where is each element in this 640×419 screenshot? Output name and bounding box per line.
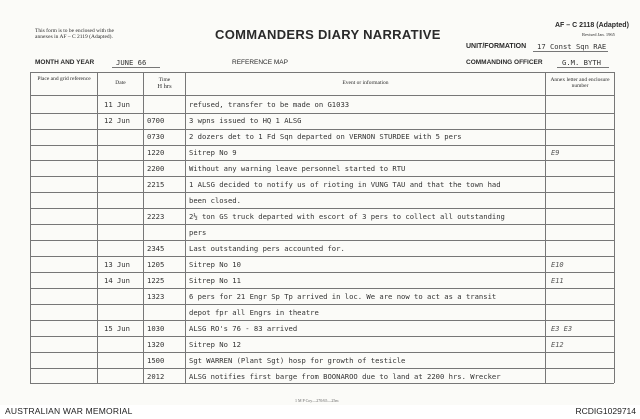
commanding-officer-value: G.M. BYTH (562, 58, 601, 67)
row-time: 1220 (147, 148, 165, 157)
row-time: 2200 (147, 164, 165, 173)
row-time: 1323 (147, 292, 165, 301)
row-event: Without any warning leave personnel started to RTU (189, 164, 406, 173)
month-value: JUNE 66 (116, 58, 147, 67)
commanding-officer-label: COMMANDING OFFICER (466, 59, 543, 66)
row-date: 14 Jun (104, 276, 130, 285)
row-time: 2223 (147, 212, 165, 221)
row-time: 2345 (147, 244, 165, 253)
row-event: 3 wpns issued to HQ 1 ALSG (189, 116, 302, 125)
column-header-annex: Annex letter and enclosure number (550, 77, 610, 89)
month-label: MONTH AND YEAR (35, 59, 95, 66)
revised-date: Revised Jan. 1965 (582, 32, 615, 37)
row-event: Last outstanding pers accounted for. (189, 244, 345, 253)
row-annex: E12 (551, 341, 564, 349)
form-note: This form is to be enclosed with the annexes in AF – C 2119 (Adapted). (35, 28, 114, 40)
column-header-time-sub: H hrs (157, 83, 172, 90)
row-event: 2½ ton GS truck departed with escort of 3 pers to collect all outstanding (189, 212, 505, 221)
printer-note: 1 M P Coy—270/65—25m (295, 398, 339, 403)
row-event: ALSG RO's 76 - 83 arrived (189, 324, 298, 333)
row-date: 12 Jun (104, 116, 130, 125)
column-header-date: Date (115, 80, 126, 86)
row-annex: E10 (551, 261, 564, 269)
row-time: 1030 (147, 324, 165, 333)
column-header-place: Place and grid reference (37, 76, 91, 82)
row-annex: E9 (551, 149, 560, 157)
unit-value: 17 Const Sqn RAE (537, 42, 607, 51)
row-time: 2215 (147, 180, 165, 189)
row-time: 0700 (147, 116, 165, 125)
page-title: COMMANDERS DIARY NARRATIVE (215, 27, 441, 42)
row-time: 1500 (147, 356, 165, 365)
row-time: 1320 (147, 340, 165, 349)
row-time: 1205 (147, 260, 165, 269)
row-date: 11 Jun (104, 100, 130, 109)
row-event: Sitrep No 11 (189, 276, 241, 285)
row-annex: E3 E3 (551, 325, 573, 333)
row-event: ALSG notifies first barge from BOONAROO due to land at 2200 hrs. Wrecker (189, 372, 501, 381)
footer-source: AUSTRALIAN WAR MEMORIAL (5, 406, 133, 416)
row-event: been closed. (189, 196, 241, 205)
row-annex: E11 (551, 277, 564, 285)
column-header-event: Event or information (342, 80, 389, 86)
row-event: Sitrep No 10 (189, 260, 241, 269)
row-time: 0730 (147, 132, 165, 141)
unit-label: UNIT/FORMATION (466, 43, 527, 50)
row-event: Sgt WARREN (Plant Sgt) hosp for growth of testicle (189, 356, 406, 365)
reference-map-label: REFERENCE MAP (232, 59, 288, 66)
row-event: pers (189, 228, 207, 237)
row-event: Sitrep No 12 (189, 340, 241, 349)
column-header-time: Time (158, 77, 171, 83)
footer-id: RCDIG1029714 (575, 406, 636, 416)
row-time: 1225 (147, 276, 165, 285)
row-event: 6 pers for 21 Engr Sp Tp arrived in loc. We are now to act as a transit (189, 292, 497, 301)
row-event: refused, transfer to be made on G1033 (189, 100, 350, 109)
row-time: 2012 (147, 372, 165, 381)
row-event: depot fpr all Engrs in theatre (189, 308, 319, 317)
row-event: 2 dozers det to 1 Fd Sqn departed on VERNON STURDEE with 5 pers (189, 132, 462, 141)
form-code: AF – C 2118 (Adapted) (555, 22, 629, 29)
row-date: 13 Jun (104, 260, 130, 269)
row-date: 15 Jun (104, 324, 130, 333)
row-event: Sitrep No 9 (189, 148, 237, 157)
row-event: 1 ALSG decided to notify us of rioting in VUNG TAU and that the town had (189, 180, 501, 189)
